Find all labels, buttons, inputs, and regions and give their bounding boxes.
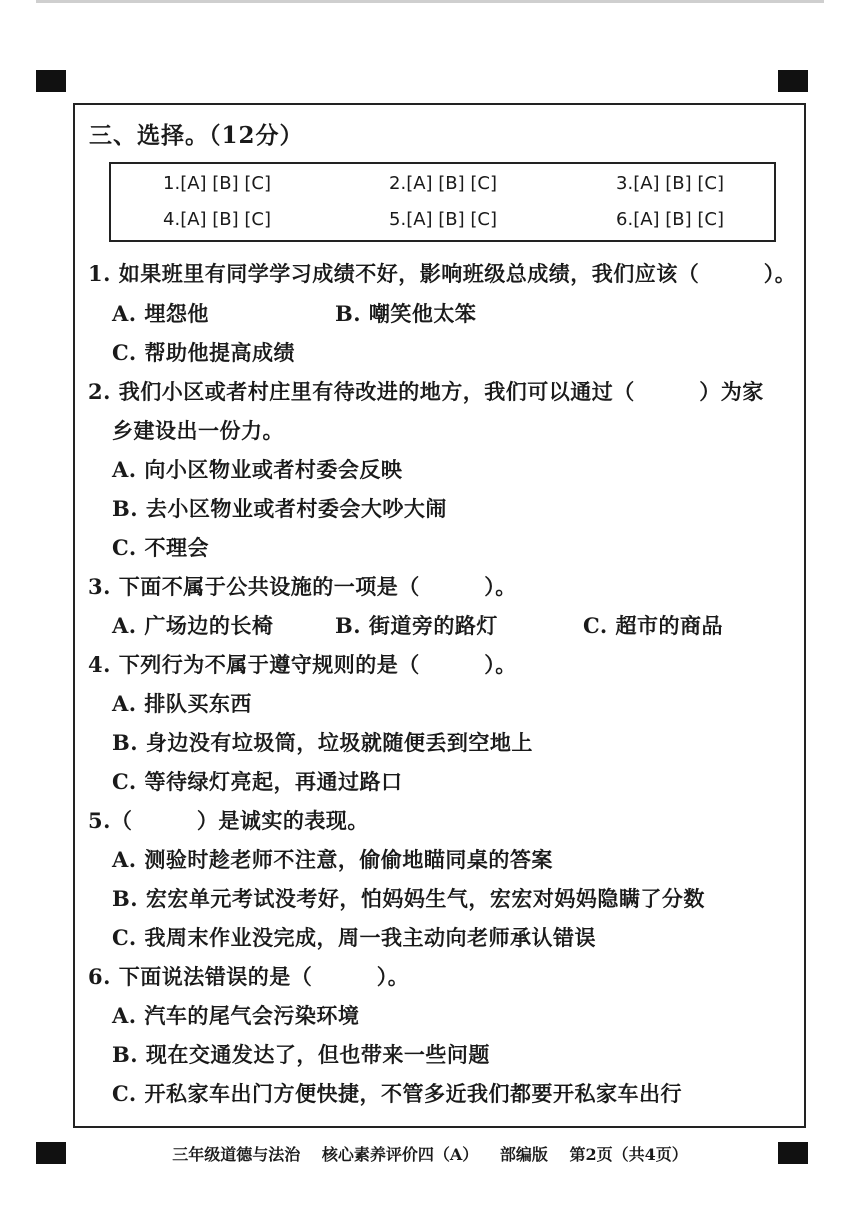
question-5-option-b[interactable]: B. 宏宏单元考试没考好，怕妈妈生气，宏宏对妈妈隐瞒了分数 bbox=[112, 886, 705, 911]
question-6-stem: 6. 下面说法错误的是（ ）。 bbox=[88, 964, 410, 989]
question-1-option-b[interactable]: B. 嘲笑他太笨 bbox=[335, 301, 477, 326]
question-6-option-b[interactable]: B. 现在交通发达了，但也带来一些问题 bbox=[112, 1042, 490, 1067]
question-4-option-a[interactable]: A. 排队买东西 bbox=[112, 691, 252, 716]
question-5-stem: 5.（ ）是诚实的表现。 bbox=[88, 808, 369, 833]
exam-section-frame bbox=[73, 103, 806, 1128]
question-1-option-a[interactable]: A. 埋怨他 bbox=[112, 301, 209, 326]
footer-edition: 部编版 bbox=[499, 1145, 548, 1164]
question-3-option-c[interactable]: C. 超市的商品 bbox=[583, 613, 723, 638]
question-4-option-c[interactable]: C. 等待绿灯亮起，再通过路口 bbox=[112, 769, 403, 794]
answer-item-3[interactable]: 3.[A] [B] [C] bbox=[616, 173, 724, 194]
footer-page-number: 第2页（共4页） bbox=[569, 1145, 688, 1164]
page-footer bbox=[0, 1142, 860, 1165]
top-rule bbox=[36, 0, 824, 3]
footer-subject: 三年级道德与法治 bbox=[172, 1145, 301, 1164]
question-1-option-c[interactable]: C. 帮助他提高成绩 bbox=[112, 340, 295, 365]
footer-title: 核心素养评价四（A） bbox=[321, 1145, 479, 1164]
alignment-mark-top-right bbox=[778, 70, 808, 92]
question-3-stem: 3. 下面不属于公共设施的一项是（ ）。 bbox=[88, 574, 517, 599]
question-2-option-a[interactable]: A. 向小区物业或者村委会反映 bbox=[112, 457, 403, 482]
question-6-option-a[interactable]: A. 汽车的尾气会污染环境 bbox=[112, 1003, 360, 1028]
question-5-option-a[interactable]: A. 测验时趁老师不注意，偷偷地瞄同桌的答案 bbox=[112, 847, 553, 872]
question-1-stem: 1. 如果班里有同学学习成绩不好，影响班级总成绩，我们应该（ ）。 bbox=[88, 261, 797, 286]
alignment-mark-top-left bbox=[36, 70, 66, 92]
answer-item-5[interactable]: 5.[A] [B] [C] bbox=[389, 209, 497, 230]
question-6-option-c[interactable]: C. 开私家车出门方便快捷，不管多近我们都要开私家车出行 bbox=[112, 1081, 682, 1106]
question-2-stem: 2. 我们小区或者村庄里有待改进的地方，我们可以通过（ ）为家 bbox=[88, 379, 764, 404]
answer-item-6[interactable]: 6.[A] [B] [C] bbox=[616, 209, 724, 230]
question-4-stem: 4. 下列行为不属于遵守规则的是（ ）。 bbox=[88, 652, 517, 677]
answer-item-1[interactable]: 1.[A] [B] [C] bbox=[163, 173, 271, 194]
question-3-option-a[interactable]: A. 广场边的长椅 bbox=[112, 613, 274, 638]
question-2-option-c[interactable]: C. 不理会 bbox=[112, 535, 209, 560]
answer-item-4[interactable]: 4.[A] [B] [C] bbox=[163, 209, 271, 230]
question-2-option-b[interactable]: B. 去小区物业或者村委会大吵大闹 bbox=[112, 496, 447, 521]
question-2-stem-continued: 乡建设出一份力。 bbox=[112, 418, 284, 443]
question-3-option-b[interactable]: B. 街道旁的路灯 bbox=[335, 613, 498, 638]
question-5-option-c[interactable]: C. 我周末作业没完成，周一我主动向老师承认错误 bbox=[112, 925, 596, 950]
question-4-option-b[interactable]: B. 身边没有垃圾筒，垃圾就随便丢到空地上 bbox=[112, 730, 533, 755]
answer-sheet bbox=[109, 162, 776, 242]
answer-item-2[interactable]: 2.[A] [B] [C] bbox=[389, 173, 497, 194]
section-title: 三、选择。（12分） bbox=[89, 122, 304, 149]
